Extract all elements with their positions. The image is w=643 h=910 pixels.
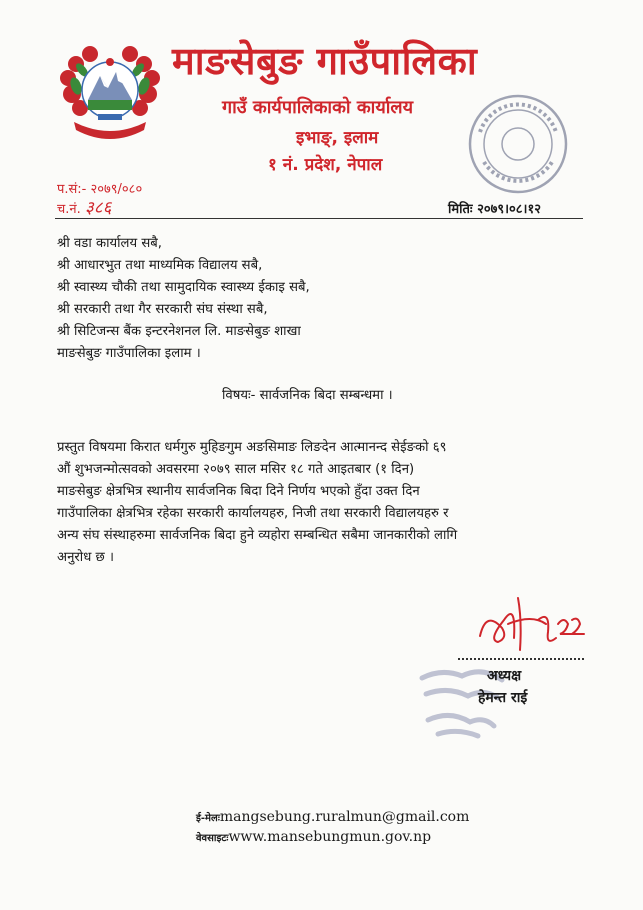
address-line-2: १ नं. प्रदेश, नेपाल [268, 155, 383, 175]
email-row [196, 808, 469, 828]
website-label: वेवसाइटः [196, 833, 229, 844]
handwritten-signature-icon [468, 580, 588, 660]
body-line: अन्य संघ संस्थाहरुमा सार्वजनिक बिदा हुने व्यहोरा सम्बन्धित सबैमा जानकारीको लागि [57, 528, 458, 543]
recipient-item: श्री सरकारी तथा गैर सरकारी संघ संस्था सबै, [57, 302, 268, 317]
body-line: प्रस्तुत विषयमा किरात धर्मगुरु मुहिङगुम अङसिमाङ लिङदेन आत्मानन्द सेईङको ६९ [57, 440, 447, 455]
nepal-government-emblem-icon [54, 44, 166, 144]
recipient-item: श्री सिटिजन्स बैंक इन्टरनेशनल लि. माङसेबुङ शाखा [57, 324, 301, 339]
body-line: अनुरोध छ । [57, 550, 114, 565]
body-line: गाउँपालिका क्षेत्रभित्र रहेका सरकारी कार्यालयहरु, निजी तथा सरकारी विद्यालयहरु र [57, 506, 449, 521]
recipient-item: श्री आधारभुत तथा माध्यमिक विद्यालय सबै, [57, 258, 263, 273]
recipient-list [57, 233, 310, 365]
address-line-1: इभाङ्, इलाम [296, 128, 379, 148]
letter-body [57, 437, 591, 569]
letter-number: प.सं:- २०७९/०८० [57, 182, 143, 197]
recipient-item: माङसेबुङ गाउँपालिका इलाम । [57, 346, 201, 361]
reference-block [57, 180, 142, 219]
email-address: mangsebung.ruralmun@gmail.com [219, 809, 470, 825]
dispatch-label: च.नं. [57, 202, 81, 217]
email-label: ई-मेलः [196, 813, 220, 824]
office-name: गाउँ कार्यपालिकाको कार्यालय [222, 97, 414, 118]
signatory-role: अध्यक्ष [487, 668, 522, 684]
letter-date: मितिः २०७९।०८।१२ [448, 202, 542, 217]
website-url: www.mansebungmun.gov.np [228, 829, 432, 845]
body-line: माङसेबुङ क्षेत्रभित्र स्थानीय सार्वजनिक बिदा दिने निर्णय भएको हुँदा उक्त दिन [57, 484, 420, 499]
dispatch-number [57, 199, 142, 219]
website-row [196, 828, 469, 848]
header-divider [55, 218, 583, 219]
letter-subject: विषयः- सार्वजनिक बिदा सम्बन्धमा । [222, 388, 393, 403]
recipient-item: श्री वडा कार्यालय सबै, [57, 236, 162, 251]
office-round-stamp-icon [466, 92, 570, 196]
signatory-name: हेमन्त राई [478, 690, 528, 706]
body-line: औं शुभजन्मोत्सवको अवसरमा २०७९ साल मसिर १८ गते आइतबार (१ दिन) [57, 462, 415, 477]
footer-contact [196, 808, 469, 848]
municipality-title: माङसेबुङ गाउँपालिका [172, 39, 478, 83]
recipient-item: श्री स्वास्थ्य चौकी तथा सामुदायिक स्वास्थ्य ईकाइ सबै, [57, 280, 310, 295]
signature-line [458, 658, 584, 660]
dispatch-value: ३८६ [84, 198, 112, 218]
